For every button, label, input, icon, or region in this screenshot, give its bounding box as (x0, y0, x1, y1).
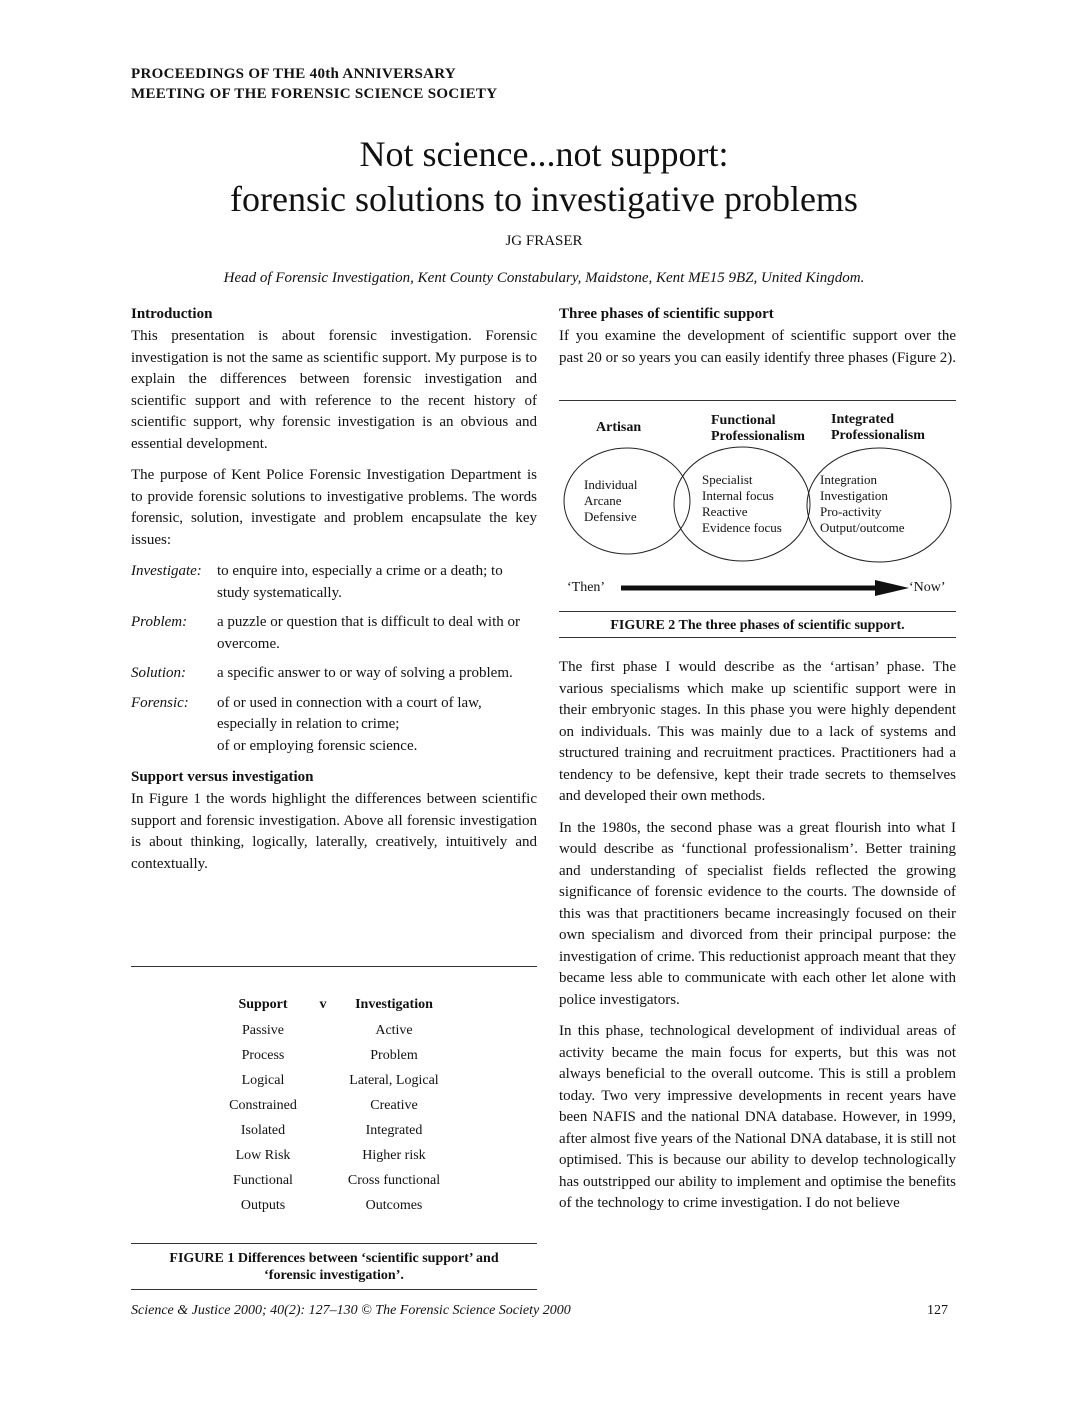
phase-artisan-label: Artisan (596, 420, 642, 435)
support-cell: Isolated (240, 1123, 286, 1138)
list-item: Specialist (702, 472, 753, 487)
header-line-2: MEETING OF THE FORENSIC SCIENCE SOCIETY (131, 86, 498, 102)
figure2-top-rule (559, 400, 956, 401)
author: JG FRASER (505, 233, 583, 249)
support-heading: Support versus investigation (131, 769, 314, 785)
intro-heading: Introduction (131, 306, 213, 322)
definition-term: Solution: (131, 665, 186, 681)
list-item: Output/outcome (820, 520, 905, 535)
right-column-top (559, 304, 956, 379)
definitions-list (131, 561, 537, 757)
definition-term: Forensic: (131, 694, 189, 711)
investigation-cell: Active (375, 1023, 413, 1038)
table-row (218, 1098, 450, 1123)
artisan-paragraph: The first phase I would describe as the ‘artisan’ phase. The various specialisms which make up scientific support were in their embryonic stages. In this phase you were highly dependent on individuals. This was mainly due to a lack of systems and structured training and recruitment practices. Practitioners had a tendency to be defensive, kept their trade secrets to themselves and developed their own methods. (559, 659, 956, 804)
investigation-cell: Cross functional (347, 1173, 441, 1188)
figure1-caption (131, 1250, 537, 1284)
list-item: Evidence focus (702, 520, 782, 535)
right-column-body (559, 657, 956, 1215)
definition-term: Investigate: (131, 563, 202, 579)
definition-item (131, 612, 537, 655)
phase-functional-label (711, 413, 805, 445)
table-row (218, 1173, 450, 1198)
phase-integrated-line-1: Integrated (831, 412, 894, 427)
definition-item (131, 663, 537, 685)
title-line-2: forensic solutions to investigative problems (230, 179, 858, 219)
affiliation: Head of Forensic Investigation, Kent County Constabulary, Maidstone, Kent ME15 9BZ, United Kingdom. (223, 270, 865, 286)
investigation-cell: Problem (370, 1048, 418, 1063)
table-row (218, 1073, 450, 1098)
functional-paragraph: In the 1980s, the second phase was a great flourish into what I would describe as ‘functional professionalism’. Better training and understanding of specialist fields reflected the growing significance of forensic evidence to the courts. The downside of this was that practitioners became increasingly focused on their own specialism and divorced from their principal purpose: the investigation of crime. This reductionist approach meant that they became less able to communicate with each other let alone with police investigators. (559, 819, 956, 1008)
definition-desc: a specific answer to or way of solving a problem. (217, 665, 513, 681)
support-cell: Functional (233, 1173, 293, 1188)
list-item: Investigation (820, 488, 888, 503)
table-row (218, 1048, 450, 1073)
list-item: Defensive (584, 509, 637, 524)
support-cell: Logical (241, 1073, 285, 1088)
timeline-arrowhead (875, 580, 909, 596)
definition-desc (217, 693, 537, 758)
figure1-col1-header: Support (238, 997, 288, 1012)
phases-paragraph: If you examine the development of scientific support over the past 20 or so years you can easily identify three phases (Figure 2). (559, 328, 956, 366)
figure1-top-rule (131, 966, 537, 967)
table-row (218, 1148, 450, 1173)
artisan-traits (584, 477, 637, 525)
investigation-cell: Lateral, Logical (349, 1073, 439, 1088)
figure1-col2-header: Investigation (355, 997, 433, 1012)
figure1-header-row (218, 997, 450, 1023)
investigation-cell: Creative (370, 1098, 418, 1113)
then-label: ‘Then’ (567, 580, 606, 595)
phase-functional-line-1: Functional (711, 413, 776, 428)
now-label: ‘Now’ (909, 580, 946, 595)
left-column (131, 304, 537, 885)
definition-item (131, 561, 537, 604)
functional-traits (702, 472, 782, 536)
definition-desc-part-2: of or employing forensic science. (217, 737, 418, 754)
figure2-bottom-rule (559, 637, 956, 638)
list-item: Pro-activity (820, 504, 882, 519)
definition-desc: to enquire into, especially a crime or a death; to study systematically. (217, 563, 503, 601)
investigation-cell: Integrated (365, 1123, 423, 1138)
support-cell: Process (241, 1048, 285, 1063)
figure2-caption: FIGURE 2 The three phases of scientific support. (610, 618, 905, 633)
journal-citation: Science & Justice 2000; 40(2): 127–130 © The Forensic Science Society 2000 (131, 1303, 571, 1318)
definition-desc: a puzzle or question that is difficult to deal with or overcome. (217, 614, 520, 652)
phase-functional-line-2: Professionalism (711, 429, 805, 444)
support-cell: Constrained (229, 1098, 297, 1113)
table-row (218, 1198, 450, 1223)
figure1-caption-rule (131, 1289, 537, 1290)
header-line-1: PROCEEDINGS OF THE 40th ANNIVERSARY (131, 66, 457, 82)
title-line-1: Not science...not support: (359, 134, 729, 174)
figure2-diagram (559, 404, 956, 609)
intro-paragraph-1: This presentation is about forensic investigation. Forensic investigation is not the same as scientific support. My purpose is to explain the differences between forensic investigation and scientific support and with reference to the recent history of scientific support, why forensic investigation is an obvious and essential development. (131, 328, 537, 452)
support-cell: Passive (242, 1023, 284, 1038)
phases-heading: Three phases of scientific support (559, 306, 774, 322)
list-item: Reactive (702, 504, 748, 519)
investigation-cell: Higher risk (362, 1148, 426, 1163)
technology-paragraph: In this phase, technological development of individual areas of activity became the main focus for experts, but this was not always beneficial to the overall outcome. This is still a problem today. Two very impressive developments in recent years have been NAFIS and the national DNA database. However, in 1999, after almost five years of the National DNA database, it is still not optimised. This is because our ability to develop technologically has outstripped our ability to implement and optimise the benefits of the technology to crime investigation. I do not believe (559, 1023, 956, 1211)
support-cell: Outputs (240, 1198, 286, 1213)
definition-term: Problem: (131, 614, 188, 630)
figure1-table-wrap (131, 997, 537, 1223)
support-paragraph: In Figure 1 the words highlight the differences between scientific support and forensic investigation. Above all forensic investigation is about thinking, logically, laterally, creatively, intuitively and contextually. (131, 791, 537, 872)
figure2-mid-rule (559, 611, 956, 612)
list-item: Arcane (584, 493, 622, 508)
phase-integrated-line-2: Professionalism (831, 428, 925, 443)
figure1-separator: v (319, 997, 327, 1012)
list-item: Integration (820, 472, 878, 487)
paper-title (0, 132, 1088, 222)
list-item: Internal focus (702, 488, 774, 503)
intro-paragraph-2: The purpose of Kent Police Forensic Investigation Department is to provide forensic solutions to investigative problems. The words forensic, solution, investigate and problem encapsulate the key issues: (131, 467, 537, 548)
page-number: 127 (927, 1303, 948, 1318)
figure1-caption-line-2: ‘forensic investigation’. (264, 1268, 404, 1283)
support-cell: Low Risk (235, 1148, 291, 1163)
investigation-cell: Outcomes (365, 1198, 423, 1213)
table-row (218, 1023, 450, 1048)
figure1-caption-line-1: FIGURE 1 Differences between ‘scientific support’ and (169, 1251, 499, 1266)
definition-desc-part-1: of or used in connection with a court of law, especially in relation to crime; (217, 694, 482, 732)
definition-item (131, 693, 537, 758)
integrated-traits (820, 472, 905, 536)
phase-integrated-label (831, 412, 925, 444)
list-item: Individual (584, 477, 638, 492)
table-row (218, 1123, 450, 1148)
proceedings-header (131, 64, 631, 104)
figure1-bottom-rule (131, 1243, 537, 1244)
figure1-table (218, 997, 450, 1223)
